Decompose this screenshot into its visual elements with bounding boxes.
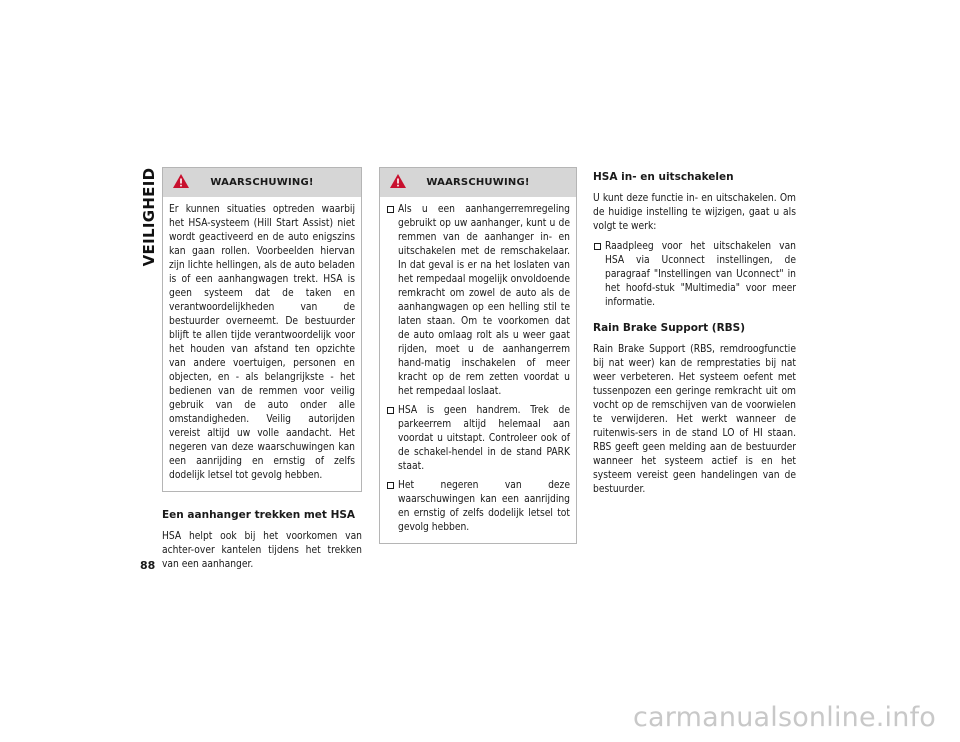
warning-text: Er kunnen situaties optreden waarbij het HSA-systeem (Hill Start Assist) niet wordt geactiveerd en de auto enigszins kan gaan rollen. Voorbeelden hiervan zijn lichte hellingen, als de auto beladen is of een aanhangwagen trekt. HSA is geen systeem dat de taken en verantwoordelijkheden van de bestuurder overneemt. De bestuurder blijft te allen tijde verantwoordelijk voor het houden van afstand ten opzichte van andere voertuigen, personen en objecten, en - als belangrijkste - het bedienen van de remmen voor veilig gebruik van de auto onder alle omstandigheden. Veilig autorijden vereist altijd uw volle aandacht. Het negeren van deze waarschuwingen kan een aanrijding en ernstig of zelfs dodelijk letsel tot gevolg hebben. bbox=[169, 204, 355, 481]
list-item: Het negeren van deze waarschuwingen kan een aanrijding en ernstig of zelfs dodelijk letsel tot gevolg hebben. bbox=[386, 479, 570, 535]
list-item: Raadpleeg voor het uitschakelen van HSA via Uconnect instellingen, de paragraaf "Instellingen van Uconnect" in het hoofd-stuk "Multimedia" voor meer informatie. bbox=[593, 240, 796, 310]
list-item: HSA is geen handrem. Trek de parkeerrem altijd helemaal aan voordat u uitstapt. Controleer ook of de schakel-hendel in de stand PARK staat. bbox=[386, 404, 570, 474]
watermark: carmanualsonline.info bbox=[633, 702, 936, 733]
page-number: 88 bbox=[140, 559, 156, 572]
rbs-paragraph: Rain Brake Support (RBS, remdroogfunctie bij nat weer) kan de remprestaties bij nat weer verbeteren. Het systeem oefent met tussenpozen een geringe remkracht uit om vocht op de remschijven van de voorwielen te verwijderen. Het werkt wanneer de ruitenwis-sers in de stand LO of HI staan. RBS geeft geen melding aan de bestuurder wanneer het systeem actief is en het systeem vereist geen handelingen van de bestuurder. bbox=[593, 344, 796, 495]
warning-box-middle bbox=[379, 167, 577, 544]
column-right bbox=[593, 167, 796, 497]
section-title: VEILIGHEID bbox=[140, 167, 158, 267]
section-tab bbox=[138, 167, 160, 267]
column-middle bbox=[379, 167, 577, 544]
warning-triangle-icon bbox=[172, 173, 190, 189]
list-item: Als u een aanhangerremregeling gebruikt op uw aanhanger, kunt u de remmen van de aanhanger in- en uitschakelen met de remschakelaar. In dat geval is er na het loslaten van het rempedaal mogelijk onvoldoende remkracht om zowel de auto als de aanhangwagen op een helling stil te laten staan. Om te voorkomen dat de auto omlaag rolt als u weer gaat rijden, moet u de aanhangerrem hand-matig inschakelen of meer kracht op de rem zetten voordat u het rempedaal loslaat. bbox=[386, 203, 570, 399]
warning-body bbox=[380, 197, 576, 543]
trailer-paragraph: HSA helpt ook bij het voorkomen van achter-over kantelen tijdens het trekken van een aanhanger. bbox=[162, 531, 362, 570]
warning-title: WAARSCHUWING! bbox=[210, 177, 314, 188]
warning-box-left bbox=[162, 167, 362, 492]
warning-triangle-icon bbox=[389, 173, 407, 189]
hsa-toggle-paragraph: U kunt deze functie in- en uitschakelen. Om de huidige instelling te wijzigen, gaat u als volgt te werk: bbox=[593, 193, 796, 232]
trailer-heading: Een aanhanger trekken met HSA bbox=[162, 509, 356, 521]
warning-list bbox=[386, 203, 570, 535]
rbs-heading: Rain Brake Support (RBS) bbox=[593, 322, 746, 334]
warning-title: WAARSCHUWING! bbox=[426, 177, 530, 188]
warning-header bbox=[163, 168, 361, 197]
column-left bbox=[162, 167, 362, 572]
hsa-toggle-heading: HSA in- en uitschakelen bbox=[593, 171, 734, 183]
hsa-toggle-list bbox=[593, 240, 796, 310]
warning-header bbox=[380, 168, 576, 197]
